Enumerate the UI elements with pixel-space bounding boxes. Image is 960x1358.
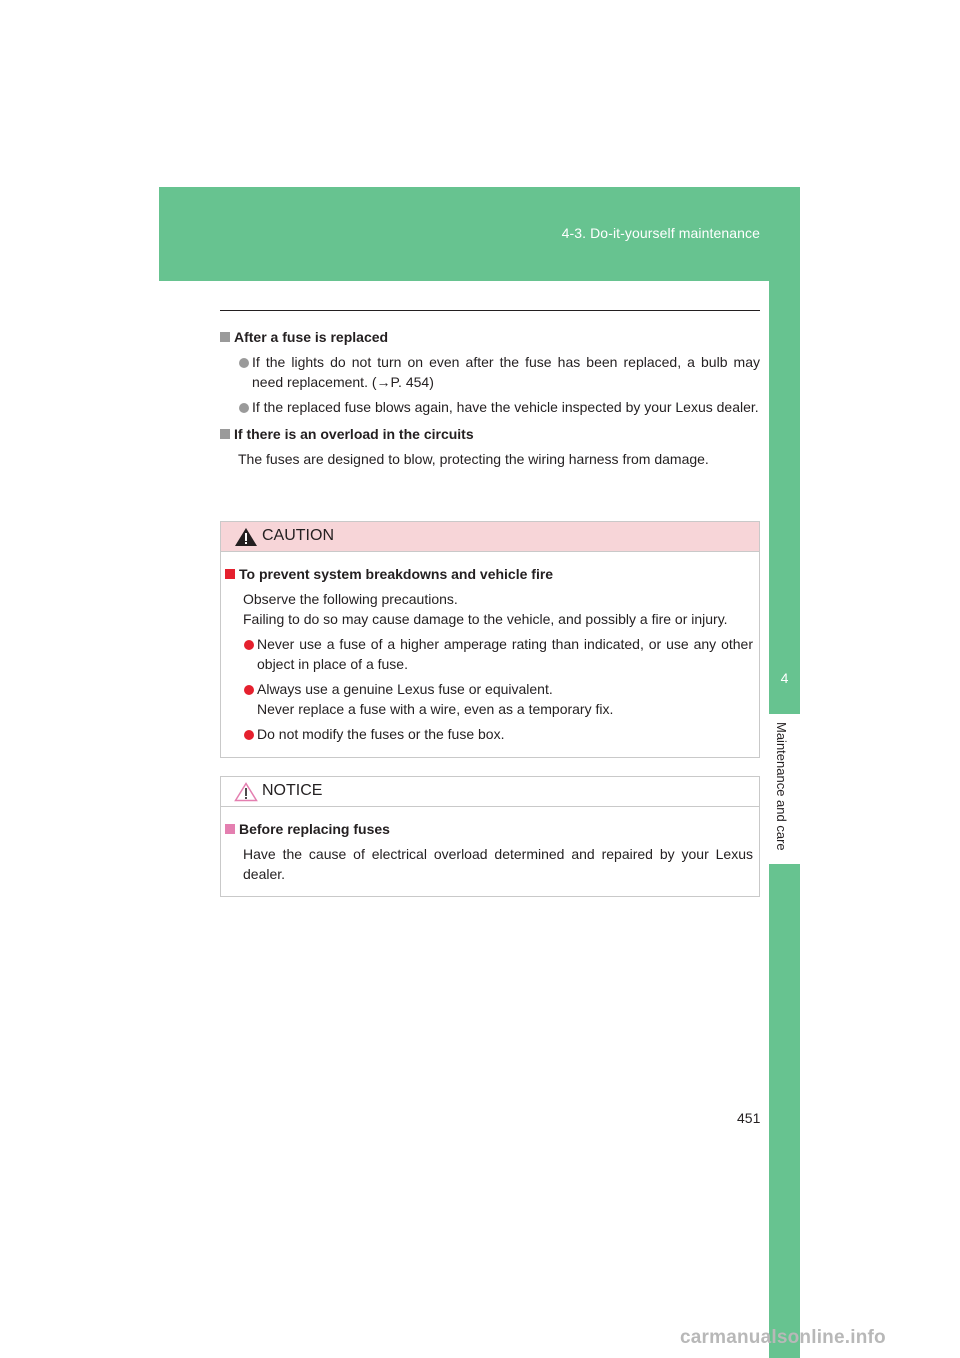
circle-bullet-icon <box>244 640 254 650</box>
circle-bullet-icon <box>239 403 249 413</box>
header-band <box>159 187 800 281</box>
caution-header <box>221 522 759 552</box>
watermark: carmanualsonline.info <box>680 1327 886 1348</box>
list-item: If the lights do not turn on even after the fuse has been replaced, a bulb may need replacement. (→P. 454) <box>220 353 760 392</box>
square-bullet-icon <box>225 569 235 579</box>
caution-label: CAUTION <box>262 527 334 544</box>
notice-label: NOTICE <box>262 782 323 799</box>
section-heading: If there is an overload in the circuits <box>220 424 760 444</box>
warning-icon <box>234 527 258 547</box>
caution-intro: Observe the following precautions. Failing to do so may cause damage to the vehicle, and possibly a fire or injury. <box>243 591 728 627</box>
notice-text: Have the cause of electrical overload determined and repaired by your Lexus dealer. <box>243 846 753 882</box>
notice-heading: Before replacing fuses <box>225 819 753 839</box>
chapter-label: Maintenance and care <box>774 722 789 851</box>
caution-heading: To prevent system breakdowns and vehicle fire <box>225 564 753 584</box>
section-text: The fuses are designed to blow, protecting the wiring harness from damage. <box>238 450 709 467</box>
section-fuse-replaced <box>220 327 760 469</box>
circle-bullet-icon <box>239 358 249 368</box>
square-bullet-icon <box>220 429 230 439</box>
chapter-number: 4 <box>769 642 800 714</box>
list-item: Always use a genuine Lexus fuse or equivalent. Never replace a fuse with a wire, even as a temporary fix. <box>225 680 753 719</box>
list-item: Never use a fuse of a higher amperage rating than indicated, or use any other object in place of a fuse. <box>225 635 753 674</box>
notice-header <box>221 777 759 807</box>
section-heading: After a fuse is replaced <box>220 327 760 347</box>
circle-bullet-icon <box>244 730 254 740</box>
caution-box <box>220 521 760 758</box>
square-bullet-icon <box>225 824 235 834</box>
list-item: If the replaced fuse blows again, have the vehicle inspected by your Lexus dealer. <box>220 398 760 418</box>
square-bullet-icon <box>220 332 230 342</box>
page-number: 451 <box>737 1110 761 1126</box>
section-title: 4-3. Do-it-yourself maintenance <box>561 225 760 241</box>
list-item: Do not modify the fuses or the fuse box. <box>225 725 753 745</box>
top-rule <box>220 310 760 311</box>
notice-box <box>220 776 760 897</box>
warning-outline-icon <box>234 782 258 802</box>
circle-bullet-icon <box>244 685 254 695</box>
